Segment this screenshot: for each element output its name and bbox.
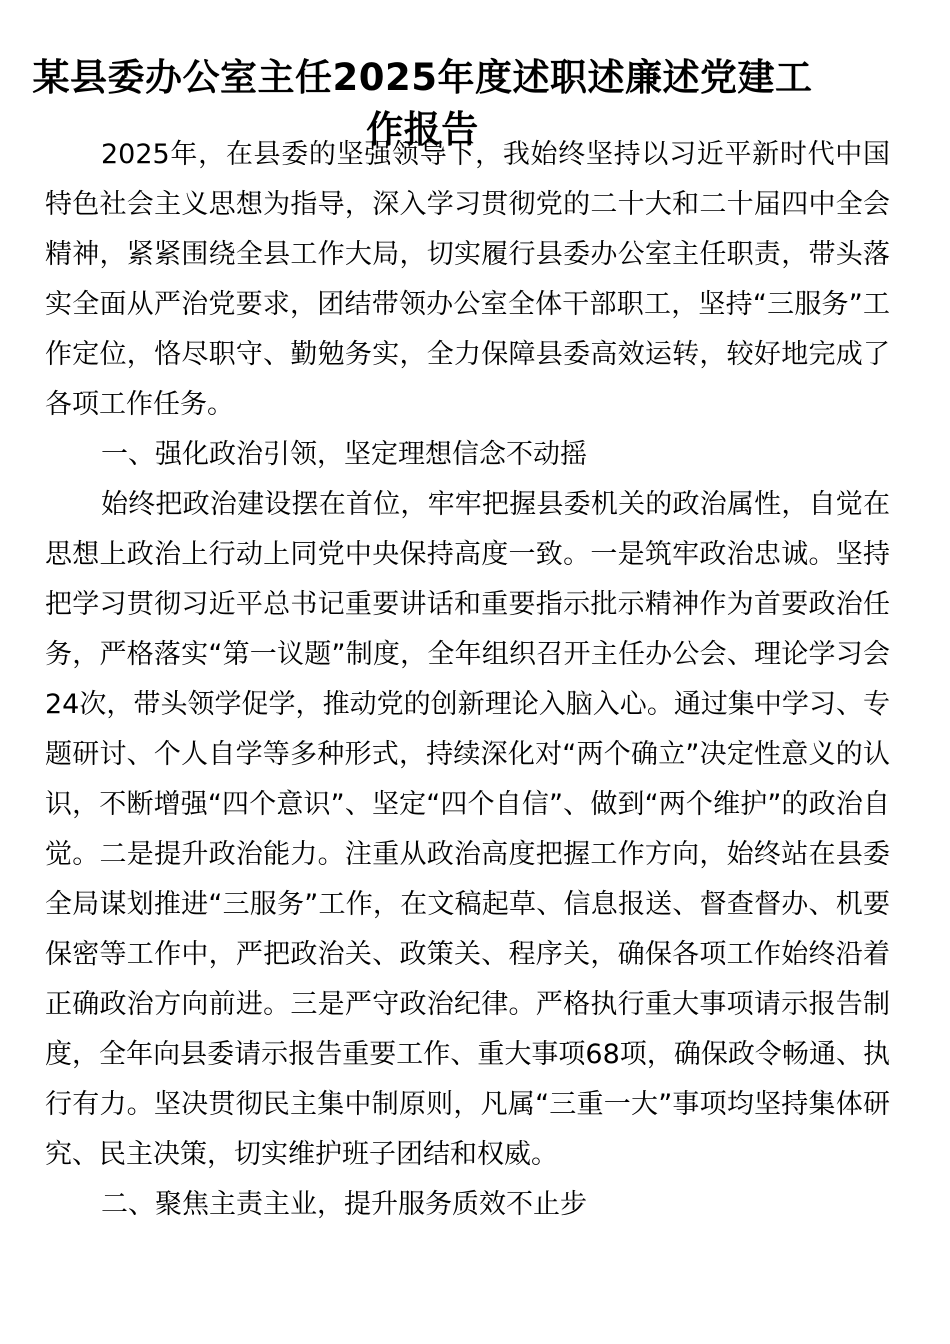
page-title: 某县委办公室主任2025年度述职述廉述党建工作报告: [32, 56, 813, 151]
section-heading-one: 一、强化政治引领，坚定理想信念不动摇: [101, 439, 587, 470]
document-body: [45, 130, 890, 1230]
paragraph-section-one-body: 始终把政治建设摆在首位，牢牢把握县委机关的政治属性，自觉在思想上政治上行动上同党中央保持高度一致。一是筑牢政治忠诚。坚持把学习贯彻习近平总书记重要讲话和重要指示批示精神作为首要政治任务，严格落实“第一议题”制度，全年组织召开主任办公会、理论学习会24次，带头领学促学，推动党的创新理论入脑入心。通过集中学习、专题研讨、个人自学等多种形式，持续深化对“两个确立”决定性意义的认识，不断增强“四个意识”、坚定“四个自信”、做到“两个维护”的政治自觉。二是提升政治能力。注重从政治高度把握工作方向，始终站在县委全局谋划推进“三服务”工作，在文稿起草、信息报送、督查督办、机要保密等工作中，严把政治关、政策关、程序关，确保各项工作始终沿着正确政治方向前进。三是严守政治纪律。严格执行重大事项请示报告制度，全年向县委请示报告重要工作、重大事项68项，确保政令畅通、执行有力。坚决贯彻民主集中制原则，凡属“三重一大”事项均坚持集体研究、民主决策，切实维护班子团结和权威。: [45, 489, 890, 1170]
paragraph-opening: 2025年，在县委的坚强领导下，我始终坚持以习近平新时代中国特色社会主义思想为指导，深入学习贯彻党的二十大和二十届四中全会精神，紧紧围绕全县工作大局，切实履行县委办公室主任职责，带头落实全面从严治党要求，团结带领办公室全体干部职工，坚持“三服务”工作定位，恪尽职守、勤勉务实，全力保障县委高效运转，较好地完成了各项工作任务。: [45, 139, 890, 420]
section-heading-two: 二、聚焦主责主业，提升服务质效不止步: [101, 1189, 587, 1220]
